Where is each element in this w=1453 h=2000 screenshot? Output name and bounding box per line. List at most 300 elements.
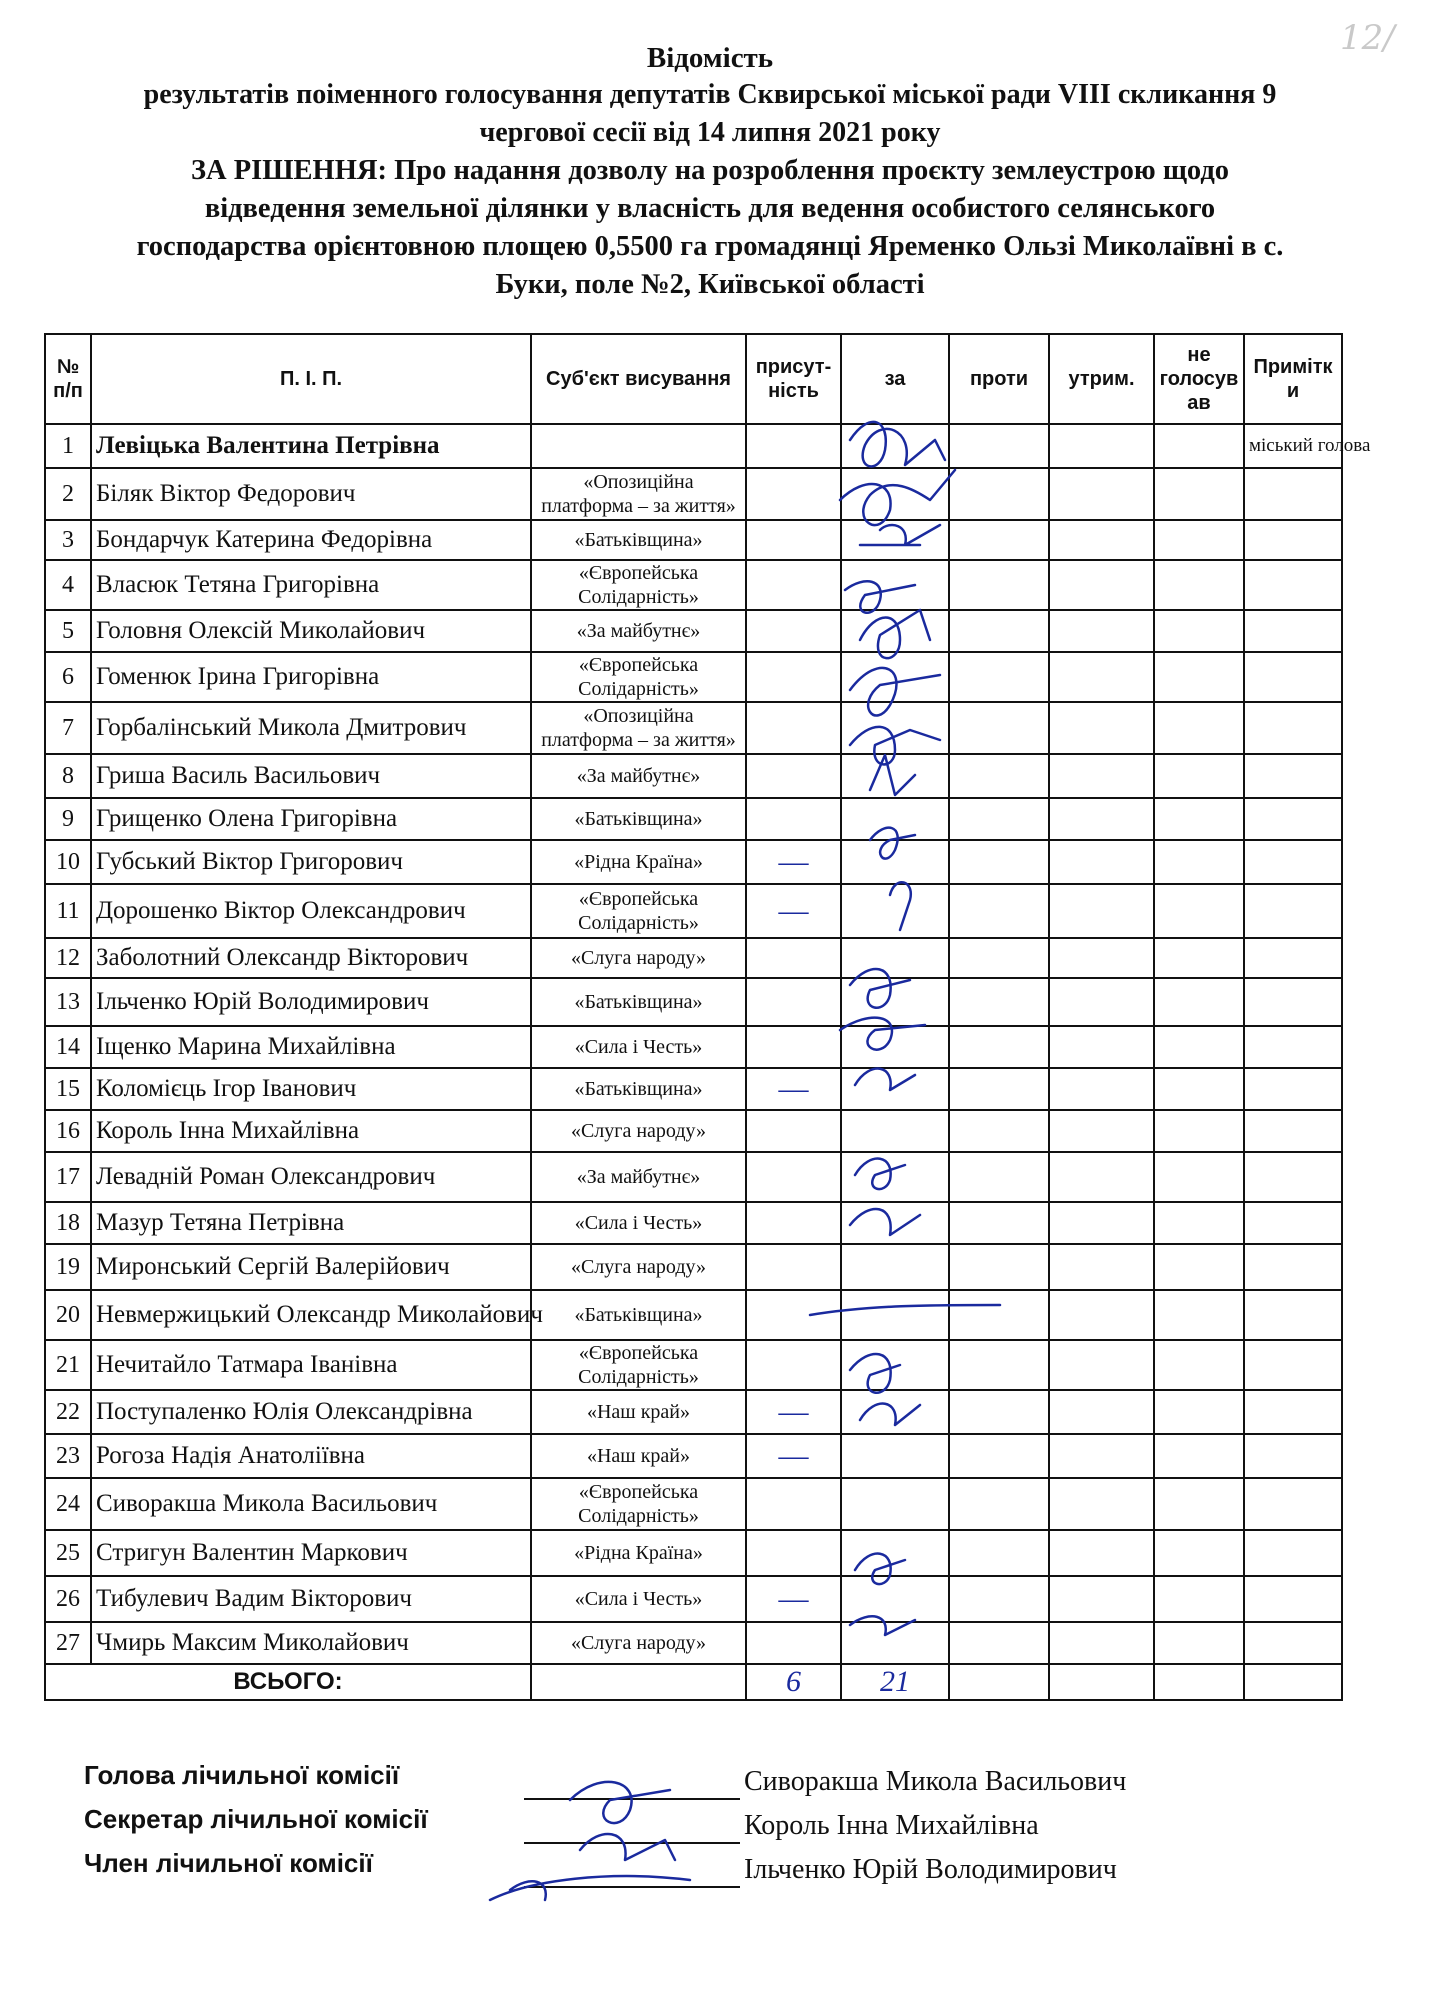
presence-mark: —: [746, 1576, 841, 1622]
vote-abstain-cell: [1049, 1202, 1154, 1244]
row-number: 21: [45, 1340, 91, 1390]
table-row: [45, 978, 1342, 1026]
vote-for-cell: [841, 610, 949, 652]
not-voted-cell: [1154, 978, 1244, 1026]
deputy-name: Горбалінський Микола Дмитрович: [91, 702, 531, 754]
table-row: [45, 520, 1342, 560]
nominating-party: «Європейська Солідарність»: [531, 1478, 746, 1530]
row-number: 25: [45, 1530, 91, 1576]
commission-member-role: Член лічильної комісії: [84, 1848, 373, 1878]
deputy-name: Мазур Тетяна Петрівна: [91, 1202, 531, 1244]
table-row: [45, 1068, 1342, 1110]
vote-against-cell: [949, 1026, 1049, 1068]
deputy-name: Король Інна Михайлівна: [91, 1110, 531, 1152]
row-number: 27: [45, 1622, 91, 1664]
vote-against-cell: [949, 1434, 1049, 1478]
row-note: [1244, 702, 1342, 754]
presence-mark: —: [746, 1434, 841, 1478]
presence-mark: [746, 1340, 841, 1390]
presence-mark: [746, 1530, 841, 1576]
row-note: [1244, 840, 1342, 884]
commission-chair-row: [84, 1760, 1304, 1804]
vote-against-cell: [949, 610, 1049, 652]
vote-abstain-cell: [1049, 468, 1154, 520]
presence-mark: [746, 1244, 841, 1290]
vote-against-cell: [949, 1068, 1049, 1110]
table-row: [45, 702, 1342, 754]
signature-line: [524, 1798, 740, 1800]
row-note: [1244, 560, 1342, 610]
not-voted-cell: [1154, 1478, 1244, 1530]
presence-mark: [746, 1152, 841, 1202]
vote-for-cell: [841, 840, 949, 884]
nominating-party: «Сила і Честь»: [531, 1576, 746, 1622]
header-against: проти: [949, 334, 1049, 424]
nominating-party: «За майбутнє»: [531, 754, 746, 798]
not-voted-cell: [1154, 520, 1244, 560]
not-voted-cell: [1154, 754, 1244, 798]
presence-mark: [746, 1202, 841, 1244]
commission-member-row: [84, 1848, 1304, 1892]
vote-abstain-cell: [1049, 754, 1154, 798]
nominating-party: «Батьківщина»: [531, 978, 746, 1026]
vote-against-cell: [949, 1530, 1049, 1576]
not-voted-cell: [1154, 1434, 1244, 1478]
vote-for-cell: [841, 1390, 949, 1434]
table-row: [45, 468, 1342, 520]
vote-abstain-cell: [1049, 610, 1154, 652]
nominating-party: «Слуга народу»: [531, 1622, 746, 1664]
decision-line1: ЗА РІШЕННЯ: Про надання дозволу на розроблення проєкту землеустрою щодо: [190, 155, 1229, 186]
row-note: [1244, 1390, 1342, 1434]
row-number: 24: [45, 1478, 91, 1530]
vote-against-cell: [949, 1152, 1049, 1202]
vote-abstain-cell: [1049, 424, 1154, 468]
header-num: № п/п: [45, 334, 91, 424]
page-number: 12/: [1340, 18, 1395, 58]
row-note: [1244, 1576, 1342, 1622]
document-header: [40, 40, 1380, 304]
commission-secretary-role: Секретар лічильної комісії: [84, 1804, 428, 1834]
table-row: [45, 1622, 1342, 1664]
table-row: [45, 884, 1342, 938]
vote-against-cell: [949, 1622, 1049, 1664]
table-row: [45, 754, 1342, 798]
vote-abstain-cell: [1049, 1340, 1154, 1390]
nominating-party: «Наш край»: [531, 1390, 746, 1434]
vote-for-cell: [841, 884, 949, 938]
not-voted-cell: [1154, 468, 1244, 520]
commission-chair-role: Голова лічильної комісії: [84, 1760, 400, 1790]
vote-against-cell: [949, 468, 1049, 520]
total-party-cell: [531, 1664, 746, 1700]
vote-abstain-cell: [1049, 798, 1154, 840]
row-number: 11: [45, 884, 91, 938]
not-voted-cell: [1154, 424, 1244, 468]
vote-abstain-cell: [1049, 1110, 1154, 1152]
row-number: 18: [45, 1202, 91, 1244]
row-note: [1244, 1202, 1342, 1244]
presence-mark: [746, 520, 841, 560]
row-number: 13: [45, 978, 91, 1026]
not-voted-cell: [1154, 702, 1244, 754]
decision-line3: господарства орієнтовною площею 0,5500 га громадянці Яременко Ользі Миколаївні в с.: [136, 231, 1284, 262]
vote-against-cell: [949, 702, 1049, 754]
not-voted-cell: [1154, 1622, 1244, 1664]
vote-against-cell: [949, 884, 1049, 938]
presence-mark: [746, 468, 841, 520]
nominating-party: «Батьківщина»: [531, 1290, 746, 1340]
vote-against-cell: [949, 1340, 1049, 1390]
deputy-name: Власюк Тетяна Григорівна: [91, 560, 531, 610]
vote-abstain-cell: [1049, 840, 1154, 884]
not-voted-cell: [1154, 1068, 1244, 1110]
row-number: 10: [45, 840, 91, 884]
table-row: [45, 1202, 1342, 1244]
vote-abstain-cell: [1049, 1434, 1154, 1478]
header-abstain: утрим.: [1049, 334, 1154, 424]
vote-abstain-cell: [1049, 560, 1154, 610]
row-note: [1244, 798, 1342, 840]
presence-mark: [746, 702, 841, 754]
row-number: 9: [45, 798, 91, 840]
not-voted-cell: [1154, 840, 1244, 884]
deputy-name: Левадній Роман Олександрович: [91, 1152, 531, 1202]
row-note: [1244, 1530, 1342, 1576]
row-number: 15: [45, 1068, 91, 1110]
presence-mark: [746, 798, 841, 840]
presence-mark: [746, 652, 841, 702]
presence-mark: [746, 1478, 841, 1530]
presence-mark: [746, 978, 841, 1026]
table-row: [45, 1152, 1342, 1202]
total-for: 21: [841, 1664, 949, 1700]
table-row: [45, 938, 1342, 978]
vote-against-cell: [949, 652, 1049, 702]
presence-mark: [746, 754, 841, 798]
nominating-party: «Сила і Честь»: [531, 1202, 746, 1244]
row-number: 20: [45, 1290, 91, 1340]
vote-table-body: [45, 424, 1371, 1664]
deputy-name: Сиворакша Микола Васильович: [91, 1478, 531, 1530]
commission-chair-name: Сиворакша Микола Васильович: [744, 1766, 1127, 1797]
vote-abstain-cell: [1049, 1026, 1154, 1068]
nominating-party: «За майбутнє»: [531, 1152, 746, 1202]
table-row: [45, 1110, 1342, 1152]
nominating-party: «Європейська Солідарність»: [531, 560, 746, 610]
vote-for-cell: [841, 652, 949, 702]
document-title: Відомість: [646, 42, 774, 74]
row-note: [1244, 1244, 1342, 1290]
row-note: [1244, 1340, 1342, 1390]
row-number: 4: [45, 560, 91, 610]
table-row: [45, 840, 1342, 884]
presence-mark: [746, 938, 841, 978]
deputy-name: Біляк Віктор Федорович: [91, 468, 531, 520]
vote-for-cell: [841, 560, 949, 610]
not-voted-cell: [1154, 610, 1244, 652]
vote-for-cell: [841, 424, 949, 468]
signature-line: [524, 1886, 740, 1888]
decision-line2: відведення земельної ділянки у власність для ведення особистого селянського: [204, 193, 1216, 224]
vote-against-cell: [949, 1390, 1049, 1434]
table-row: [45, 560, 1342, 610]
nominating-party: «Опозиційна платформа – за життя»: [531, 468, 746, 520]
nominating-party: «За майбутнє»: [531, 610, 746, 652]
row-note: [1244, 978, 1342, 1026]
deputy-name: Тибулевич Вадим Вікторович: [91, 1576, 531, 1622]
row-number: 17: [45, 1152, 91, 1202]
nominating-party: «Батьківщина»: [531, 520, 746, 560]
presence-mark: —: [746, 1068, 841, 1110]
signature-line: [524, 1842, 740, 1844]
deputy-name: Чмирь Максим Миколайович: [91, 1622, 531, 1664]
nominating-party: «Європейська Солідарність»: [531, 884, 746, 938]
vote-abstain-cell: [1049, 884, 1154, 938]
row-number: 5: [45, 610, 91, 652]
vote-for-cell: [841, 798, 949, 840]
presence-mark: —: [746, 1390, 841, 1434]
row-note: [1244, 1152, 1342, 1202]
row-note: [1244, 520, 1342, 560]
deputy-name: Головня Олексій Миколайович: [91, 610, 531, 652]
row-note: [1244, 938, 1342, 978]
header-party: Суб'єкт висування: [531, 334, 746, 424]
vote-against-cell: [949, 754, 1049, 798]
deputy-name: Невмержицький Олександр Миколайович: [91, 1290, 531, 1340]
presence-mark: —: [746, 840, 841, 884]
deputy-name: Грищенко Олена Григорівна: [91, 798, 531, 840]
table-row: [45, 424, 1342, 468]
vote-against-cell: [949, 840, 1049, 884]
not-voted-cell: [1154, 560, 1244, 610]
row-note: [1244, 468, 1342, 520]
vote-for-cell: [841, 1110, 949, 1152]
commission-member-name: Ільченко Юрій Володимирович: [744, 1854, 1117, 1885]
header-name: П. І. П.: [91, 334, 531, 424]
presence-mark: [746, 1110, 841, 1152]
row-note: [1244, 1622, 1342, 1664]
table-row: [45, 1390, 1342, 1434]
row-note: [1244, 610, 1342, 652]
row-number: 7: [45, 702, 91, 754]
deputy-name: Поступаленко Юлія Олександрівна: [91, 1390, 531, 1434]
nominating-party: «Сила і Честь»: [531, 1026, 746, 1068]
vote-for-cell: [841, 1152, 949, 1202]
commission-secretary-name: Король Інна Михайлівна: [744, 1810, 1039, 1841]
table-row: [45, 1290, 1342, 1340]
row-note: [1244, 1478, 1342, 1530]
presence-mark: [746, 1290, 841, 1340]
vote-for-cell: [841, 468, 949, 520]
table-row: [45, 1244, 1342, 1290]
nominating-party: «Слуга народу»: [531, 938, 746, 978]
vote-for-cell: [841, 978, 949, 1026]
vote-abstain-cell: [1049, 1244, 1154, 1290]
not-voted-cell: [1154, 1026, 1244, 1068]
vote-for-cell: [841, 702, 949, 754]
table-row: [45, 1530, 1342, 1576]
row-note: [1244, 1068, 1342, 1110]
presence-mark: [746, 1026, 841, 1068]
table-row: [45, 1478, 1342, 1530]
vote-for-cell: [841, 1622, 949, 1664]
not-voted-cell: [1154, 1202, 1244, 1244]
deputy-name: Стригун Валентин Маркович: [91, 1530, 531, 1576]
row-number: 3: [45, 520, 91, 560]
vote-against-cell: [949, 1290, 1049, 1340]
deputy-name: Іщенко Марина Михайлівна: [91, 1026, 531, 1068]
nominating-party: «Європейська Солідарність»: [531, 652, 746, 702]
vote-against-cell: [949, 1110, 1049, 1152]
vote-for-cell: [841, 1068, 949, 1110]
table-row: [45, 798, 1342, 840]
presence-mark: —: [746, 884, 841, 938]
nominating-party: «Рідна Країна»: [531, 840, 746, 884]
vote-abstain-cell: [1049, 652, 1154, 702]
presence-mark: [746, 1622, 841, 1664]
vote-against-cell: [949, 560, 1049, 610]
nominating-party: «Слуга народу»: [531, 1244, 746, 1290]
vote-abstain-cell: [1049, 1068, 1154, 1110]
commission-secretary-row: [84, 1804, 1304, 1848]
total-note: [1244, 1664, 1342, 1700]
nominating-party: [531, 424, 746, 468]
nominating-party: «Європейська Солідарність»: [531, 1340, 746, 1390]
not-voted-cell: [1154, 652, 1244, 702]
not-voted-cell: [1154, 1244, 1244, 1290]
decision-line4: Буки, поле №2, Київської області: [495, 269, 925, 300]
vote-for-cell: [841, 1202, 949, 1244]
total-novote: [1154, 1664, 1244, 1700]
not-voted-cell: [1154, 884, 1244, 938]
not-voted-cell: [1154, 1340, 1244, 1390]
row-number: 1: [45, 424, 91, 468]
not-voted-cell: [1154, 1576, 1244, 1622]
deputy-name: Рогоза Надія Анатоліївна: [91, 1434, 531, 1478]
table-row: [45, 1340, 1342, 1390]
row-number: 8: [45, 754, 91, 798]
vote-for-cell: [841, 1434, 949, 1478]
row-number: 22: [45, 1390, 91, 1434]
nominating-party: «Наш край»: [531, 1434, 746, 1478]
vote-against-cell: [949, 520, 1049, 560]
total-present: 6: [746, 1664, 841, 1700]
row-number: 14: [45, 1026, 91, 1068]
vote-for-cell: [841, 1026, 949, 1068]
not-voted-cell: [1154, 1152, 1244, 1202]
document-subtitle-line1: результатів поіменного голосування депутатів Сквирської міської ради VIII скликання 9: [143, 79, 1277, 110]
header-note: Примітк и: [1244, 334, 1342, 424]
vote-for-cell: [841, 520, 949, 560]
vote-against-cell: [949, 1576, 1049, 1622]
row-note: міський голова: [1244, 424, 1342, 468]
not-voted-cell: [1154, 1390, 1244, 1434]
vote-abstain-cell: [1049, 520, 1154, 560]
deputy-name: Заболотний Олександр Вікторович: [91, 938, 531, 978]
row-number: 2: [45, 468, 91, 520]
vote-table: [44, 333, 1371, 1701]
row-note: [1244, 884, 1342, 938]
row-number: 19: [45, 1244, 91, 1290]
nominating-party: «Рідна Країна»: [531, 1530, 746, 1576]
not-voted-cell: [1154, 1110, 1244, 1152]
deputy-name: Нечитайло Татмара Іванівна: [91, 1340, 531, 1390]
table-row: [45, 652, 1342, 702]
row-number: 23: [45, 1434, 91, 1478]
counting-commission: [84, 1760, 1304, 1892]
vote-against-cell: [949, 1244, 1049, 1290]
row-note: [1244, 652, 1342, 702]
header-for: за: [841, 334, 949, 424]
deputy-name: Коломієць Ігор Іванович: [91, 1068, 531, 1110]
document-subtitle-line2: чергової сесії від 14 липня 2021 року: [479, 117, 941, 148]
presence-mark: [746, 610, 841, 652]
deputy-name: Ільченко Юрій Володимирович: [91, 978, 531, 1026]
vote-against-cell: [949, 798, 1049, 840]
deputy-name: Дорошенко Віктор Олександрович: [91, 884, 531, 938]
nominating-party: «Батьківщина»: [531, 798, 746, 840]
deputy-name: Миронський Сергій Валерійович: [91, 1244, 531, 1290]
presence-mark: [746, 424, 841, 468]
row-note: [1244, 1290, 1342, 1340]
deputy-name: Левіцька Валентина Петрівна: [91, 424, 531, 468]
total-row: [45, 1664, 1342, 1700]
row-number: 6: [45, 652, 91, 702]
vote-abstain-cell: [1049, 938, 1154, 978]
row-note: [1244, 754, 1342, 798]
nominating-party: «Опозиційна платформа – за життя»: [531, 702, 746, 754]
deputy-name: Губський Віктор Григорович: [91, 840, 531, 884]
vote-abstain-cell: [1049, 1152, 1154, 1202]
vote-for-cell: [841, 1478, 949, 1530]
vote-against-cell: [949, 1478, 1049, 1530]
vote-for-cell: [841, 1530, 949, 1576]
vote-for-cell: [841, 938, 949, 978]
table-row: [45, 1434, 1342, 1478]
row-note: [1244, 1110, 1342, 1152]
row-number: 16: [45, 1110, 91, 1152]
deputy-name: Бондарчук Катерина Федорівна: [91, 520, 531, 560]
not-voted-cell: [1154, 938, 1244, 978]
table-row: [45, 1576, 1342, 1622]
vote-abstain-cell: [1049, 1478, 1154, 1530]
vote-against-cell: [949, 1202, 1049, 1244]
table-row: [45, 610, 1342, 652]
vote-abstain-cell: [1049, 1290, 1154, 1340]
vote-abstain-cell: [1049, 1390, 1154, 1434]
table-row: [45, 1026, 1342, 1068]
nominating-party: «Батьківщина»: [531, 1068, 746, 1110]
vote-for-cell: [841, 1576, 949, 1622]
vote-against-cell: [949, 424, 1049, 468]
deputy-name: Гриша Василь Васильович: [91, 754, 531, 798]
row-note: [1244, 1026, 1342, 1068]
vote-for-cell: [841, 1244, 949, 1290]
vote-for-cell: [841, 1340, 949, 1390]
header-novote: не голосув ав: [1154, 334, 1244, 424]
total-label: ВСЬОГО:: [45, 1664, 531, 1700]
row-note: [1244, 1434, 1342, 1478]
vote-abstain-cell: [1049, 702, 1154, 754]
header-present: присут-ність: [746, 334, 841, 424]
not-voted-cell: [1154, 1290, 1244, 1340]
vote-for-cell: [841, 1290, 949, 1340]
row-number: 12: [45, 938, 91, 978]
vote-against-cell: [949, 978, 1049, 1026]
vote-abstain-cell: [1049, 1576, 1154, 1622]
total-abstain: [1049, 1664, 1154, 1700]
